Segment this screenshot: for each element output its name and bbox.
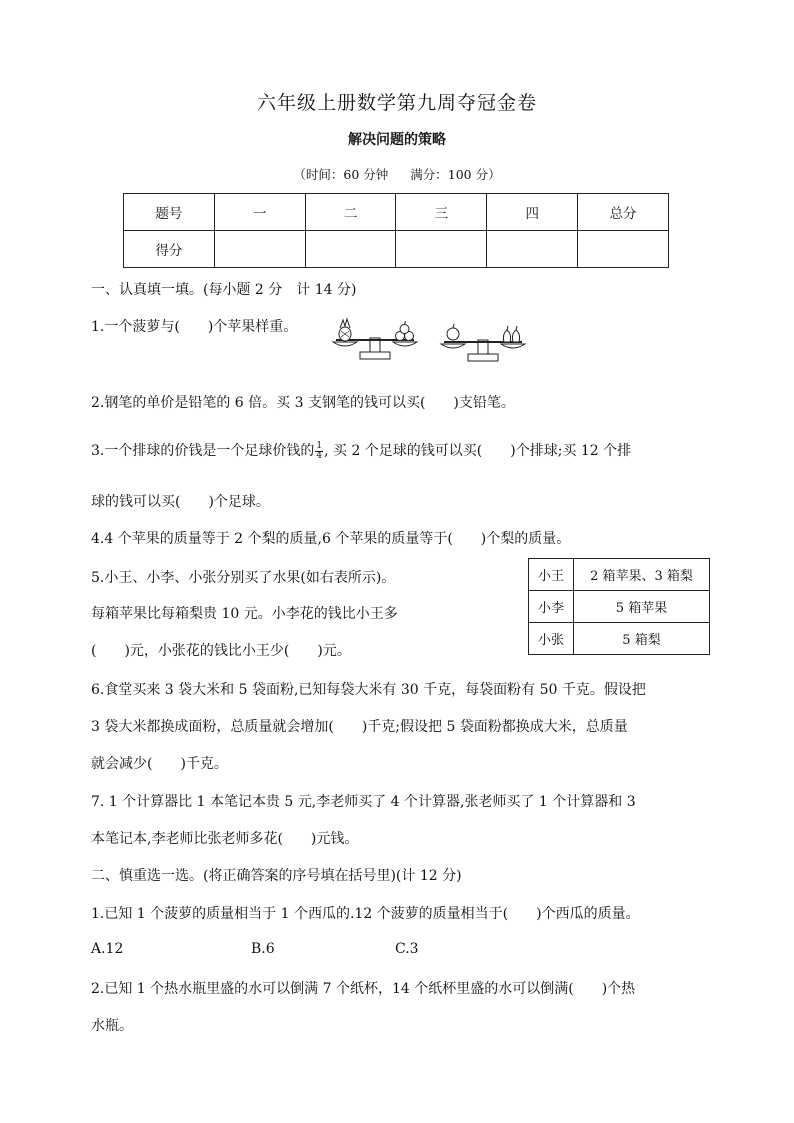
s1-question-1: 1.一个菠萝与( )个苹果样重。 <box>91 319 298 335</box>
buyer-items: 5 箱梨 <box>574 623 710 655</box>
fraction-one-quarter <box>315 442 323 461</box>
page-subtitle: 解决问题的策略 <box>348 132 446 148</box>
s1-question-6-line3: 就会减少( )千克。 <box>91 756 228 772</box>
buyer-name: 小王 <box>529 559 574 591</box>
table-row <box>529 559 710 591</box>
balance-scale-pineapple-apples-icon <box>330 316 420 362</box>
buyer-items: 2 箱苹果、3 箱梨 <box>574 559 710 591</box>
s1-question-5-line3: ( )元，小张花的钱比小王少( )元。 <box>91 643 351 659</box>
buyer-name: 小张 <box>529 623 574 655</box>
time-limit: （时间：60 分钟 <box>293 167 389 182</box>
score-cell: 四 <box>487 194 578 231</box>
s1-question-5-line2: 每箱苹果比每箱梨贵 10 元。小李花的钱比小王多 <box>91 606 398 622</box>
fruit-purchase-table <box>528 558 710 655</box>
s1-question-5-line1: 5.小王、小李、小张分别买了水果(如右表所示)。 <box>91 570 396 586</box>
section2-heading: 二、慎重选一选。(将正确答案的序号填在括号里)(计 12 分) <box>91 868 462 884</box>
score-cell: 题号 <box>124 194 215 231</box>
s2-question-2-line2: 水瓶。 <box>91 1018 133 1034</box>
score-input-cell[interactable] <box>214 231 305 268</box>
s1-question-7-line2: 本笔记本,李老师比张老师多花( )元钱。 <box>91 831 359 847</box>
option-b[interactable]: B.6 <box>251 941 275 957</box>
time-info <box>0 165 794 183</box>
score-input-cell[interactable] <box>396 231 487 268</box>
fraction-numerator: 1 <box>316 440 323 451</box>
s1-question-4: 4.4 个苹果的质量等于 2 个梨的质量,6 个苹果的质量等于( )个梨的质量。 <box>91 531 571 547</box>
full-score: 满分：100 分） <box>410 167 501 182</box>
score-table-header-row <box>124 194 669 231</box>
s1-question-3-line1 <box>91 440 631 461</box>
score-table-score-row <box>124 231 669 268</box>
buyer-items: 5 箱苹果 <box>574 591 710 623</box>
s1-question-6-line1: 6.食堂买来 3 袋大米和 5 袋面粉,已知每袋大米有 30 千克，每袋面粉有 50 千克。假设把 <box>91 682 646 698</box>
score-cell: 一 <box>214 194 305 231</box>
section1-heading: 一、认真填一填。(每小题 2 分 计 14 分) <box>91 282 357 298</box>
buyer-name: 小李 <box>529 591 574 623</box>
score-cell: 总分 <box>578 194 669 231</box>
score-cell: 三 <box>396 194 487 231</box>
option-a[interactable]: A.12 <box>91 941 124 957</box>
s1-question-6-line2: 3 袋大米都换成面粉，总质量就会增加( )千克;假设把 5 袋面粉都换成大米，总质量 <box>91 719 628 735</box>
score-cell: 二 <box>305 194 396 231</box>
s1-question-7-line1: 7. 1 个计算器比 1 本笔记本贵 5 元,李老师买了 4 个计算器,张老师买了 1 个计算器和 3 <box>91 794 636 810</box>
table-row <box>529 623 710 655</box>
score-input-cell[interactable] <box>487 231 578 268</box>
option-c[interactable]: C.3 <box>395 941 419 957</box>
balance-scale-apple-pears-icon <box>438 318 528 364</box>
s1-question-2: 2.钢笔的单价是铅笔的 6 倍。买 3 支钢笔的钱可以买( )支铅笔。 <box>91 395 515 411</box>
q3-text-b: , 买 2 个足球的钱可以买( )个排球;买 12 个排 <box>324 443 632 459</box>
s1-question-3-line2: 球的钱可以买( )个足球。 <box>91 494 270 510</box>
score-table <box>123 193 669 268</box>
s2-question-1: 1.已知 1 个菠萝的质量相当于 1 个西瓜的.12 个菠萝的质量相当于( )个西瓜的质量。 <box>91 906 640 922</box>
page-title: 六年级上册数学第九周夺冠金卷 <box>256 92 537 114</box>
score-input-cell[interactable] <box>578 231 669 268</box>
table-row <box>529 591 710 623</box>
s2-question-2-line1: 2.已知 1 个热水瓶里盛的水可以倒满 7 个纸杯，14 个纸杯里盛的水可以倒满( )个热 <box>91 981 636 997</box>
fraction-denominator: 4 <box>316 450 323 461</box>
score-input-cell[interactable] <box>305 231 396 268</box>
q3-text-a: 3.一个排球的价钱是一个足球价钱的 <box>91 443 315 459</box>
score-cell: 得分 <box>124 231 215 268</box>
